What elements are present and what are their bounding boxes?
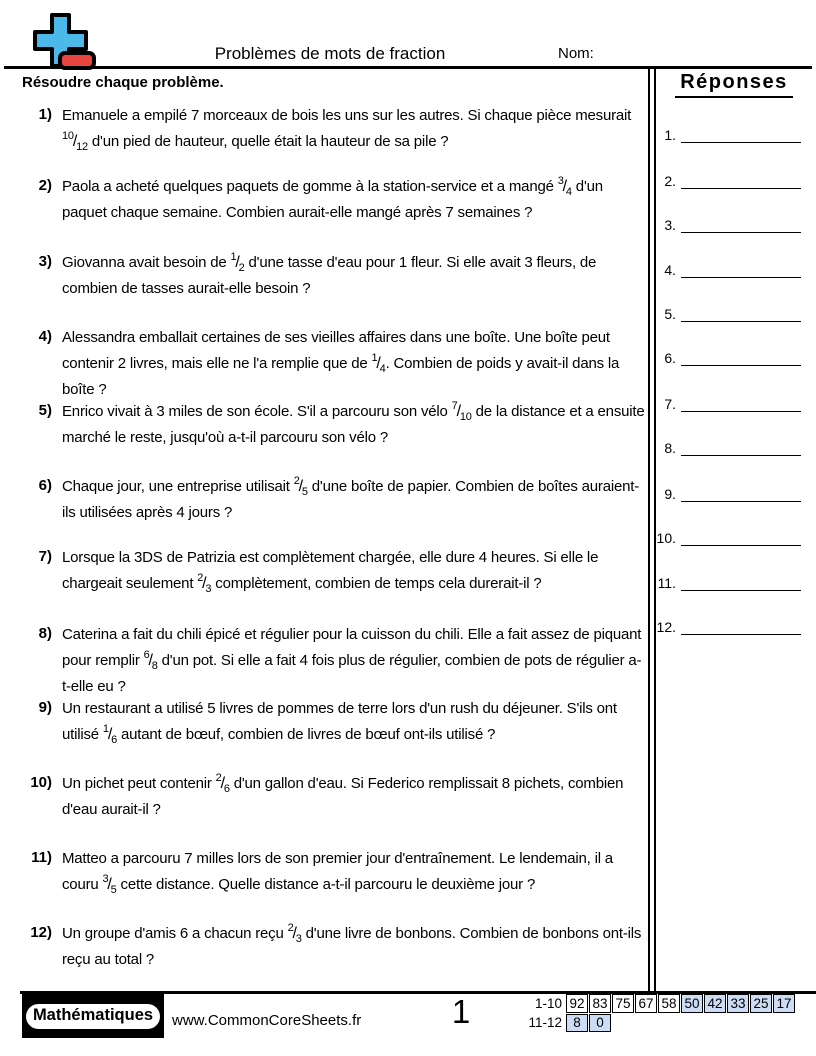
answer-number: 1. — [664, 127, 676, 143]
score-cell: 25 — [750, 994, 772, 1013]
answer-blank-11[interactable] — [681, 575, 801, 591]
fraction-numerator: 10 — [62, 130, 74, 142]
answers-title — [660, 71, 808, 98]
answer-row-7 — [654, 395, 804, 412]
fraction-slash: / — [235, 254, 240, 271]
problem-number: 9) — [38, 699, 52, 716]
answer-row-6 — [654, 349, 804, 366]
problem-text — [62, 545, 646, 597]
problem-text-pre: Chaque jour, une entreprise utilisait — [62, 478, 294, 495]
problem-text-pre: Un restaurant a utilisé 5 livres de pommes de terre lors d'un rush du déjeuner. S'ils ont utilisé — [62, 700, 617, 743]
answer-blank-1[interactable] — [681, 127, 801, 143]
answer-row-9 — [654, 485, 804, 502]
fraction-denominator: 10 — [459, 411, 472, 423]
problem-text-post: cette distance. Quelle distance a-t-il parcouru le deuxième jour ? — [116, 876, 536, 893]
fraction-denominator: 3 — [295, 933, 302, 945]
fraction-slash: / — [202, 575, 207, 592]
problem-6 — [24, 474, 646, 526]
answer-number: 4. — [664, 262, 676, 278]
answer-row-4 — [654, 261, 804, 278]
problem-number: 4) — [38, 328, 52, 345]
problem-3 — [24, 250, 646, 302]
page-number: 1 — [451, 993, 471, 1030]
problem-number: 3) — [38, 253, 52, 270]
answer-row-8 — [654, 439, 804, 456]
problem-text-post: d'un pied de hauteur, quelle était la hauteur de sa pile ? — [87, 133, 449, 150]
answer-number: 6. — [664, 350, 676, 366]
problem-5 — [24, 399, 646, 451]
score-cell: 83 — [589, 994, 611, 1013]
problem-text-pre: Giovanna avait besoin de — [62, 254, 231, 271]
fraction-numerator: 1 — [230, 251, 237, 263]
score-cell: 67 — [635, 994, 657, 1013]
problem-text-post: d'une boîte de papier. Combien de boîtes auraient-ils utilisées après 4 jours ? — [62, 478, 640, 521]
problem-number: 2) — [38, 177, 52, 194]
fraction-numerator: 3 — [102, 873, 109, 885]
problem-9 — [24, 696, 646, 748]
problem-number: 1) — [38, 106, 52, 123]
answer-number: 7. — [664, 396, 676, 412]
score-cell: 33 — [727, 994, 749, 1013]
problem-text — [62, 399, 646, 451]
answer-number: 10. — [656, 530, 676, 546]
answer-blank-2[interactable] — [681, 173, 801, 189]
answer-blank-5[interactable] — [681, 306, 801, 322]
problem-text-pre: Paola a acheté quelques paquets de gomme à la station-service et a mangé — [62, 178, 558, 195]
fraction-slash: / — [107, 876, 112, 893]
fraction — [557, 175, 572, 198]
problem-number: 10) — [30, 774, 52, 791]
answer-row-12 — [654, 618, 804, 635]
answer-blank-4[interactable] — [681, 262, 801, 278]
problem-text-pre: Lorsque la 3DS de Patrizia est complètement chargée, elle dure 4 heures. Si elle le chargeait seulement — [62, 549, 599, 592]
answer-number: 3. — [664, 217, 676, 233]
fraction-slash: / — [456, 403, 461, 420]
score-row-label: 1-10 — [534, 995, 562, 1011]
problem-text-pre: Un groupe d'amis 6 a chacun reçu — [62, 925, 288, 942]
problem-text — [62, 103, 646, 155]
problem-text-post: d'un paquet chaque semaine. Combien aurait-elle mangé après 7 semaines ? — [62, 178, 603, 221]
answer-blank-9[interactable] — [681, 486, 801, 502]
problem-text-pre: Caterina a fait du chili épicé et régulier pour la cuisson du chili. Elle a fait assez de piquant pour remplir — [62, 626, 642, 669]
problem-text-pre: Alessandra emballait certaines de ses vieilles affaires dans une boîte. Une boîte peut contenir 2 livres, mais elle ne l'a remplie que de — [62, 329, 610, 372]
fraction-denominator: 4 — [565, 186, 572, 198]
answer-blank-7[interactable] — [681, 396, 801, 412]
fraction-numerator: 3 — [557, 175, 564, 187]
fraction — [143, 649, 158, 672]
fraction-denominator: 6 — [111, 734, 118, 746]
score-row-label: 11-12 — [528, 1015, 562, 1031]
problem-text — [62, 174, 646, 226]
score-cell: 17 — [773, 994, 795, 1013]
fraction-slash: / — [107, 726, 113, 743]
answer-blank-12[interactable] — [681, 619, 801, 635]
problem-text — [62, 771, 646, 823]
score-cell: 8 — [566, 1014, 588, 1033]
problem-8 — [24, 622, 646, 700]
page-title: Problèmes de mots de fraction — [214, 44, 446, 63]
score-cell: 92 — [566, 994, 588, 1013]
fraction-denominator: 4 — [379, 363, 386, 375]
score-cell: 75 — [612, 994, 634, 1013]
answer-row-1 — [654, 126, 804, 143]
instruction-text: Résoudre chaque problème. — [22, 74, 224, 91]
fraction — [102, 873, 117, 896]
fraction — [451, 400, 472, 423]
problem-text-pre: Matteo a parcouru 7 milles lors de son premier jour d'entraînement. Le lendemain, il a couru — [62, 850, 613, 893]
problem-text-post: . Combien de poids y avait-il dans la boîte ? — [62, 355, 620, 398]
problem-12 — [24, 921, 646, 973]
problem-text-post: de la distance et a ensuite marché le reste, jusqu'où a-t-il parcouru son vélo ? — [62, 403, 645, 446]
answer-number: 5. — [664, 306, 676, 322]
problem-text — [62, 250, 646, 302]
score-cell: 42 — [704, 994, 726, 1013]
problem-text-pre: Emanuele a empilé 7 morceaux de bois les uns sur les autres. Si chaque pièce mesurait — [62, 107, 632, 124]
website-url: www.CommonCoreSheets.fr — [172, 1012, 362, 1029]
answer-row-10 — [654, 529, 804, 546]
fraction-slash: / — [376, 355, 381, 372]
score-grid — [516, 994, 796, 1033]
fraction-slash: / — [292, 925, 297, 942]
problem-number: 11) — [31, 849, 52, 866]
problem-1 — [24, 103, 646, 155]
answer-blank-10[interactable] — [681, 530, 801, 546]
fraction-denominator: 12 — [76, 141, 88, 153]
fraction-slash: / — [562, 178, 567, 195]
problem-text — [62, 474, 646, 526]
score-row-11-12 — [516, 1014, 796, 1033]
fraction-slash: / — [220, 775, 225, 792]
answer-row-3 — [654, 216, 804, 233]
answer-number: 9. — [664, 486, 676, 502]
answer-row-2 — [654, 172, 804, 189]
name-label: Nom: — [558, 45, 594, 62]
fraction-numerator: 2 — [197, 572, 204, 584]
problem-2 — [24, 174, 646, 226]
fraction — [102, 723, 118, 746]
problem-text-post: d'une tasse d'eau pour 1 fleur. Si elle avait 3 fleurs, de combien de tasses aurait-elle besoin ? — [62, 254, 597, 297]
answer-number: 8. — [664, 440, 676, 456]
problem-text-post: autant de bœuf, combien de livres de bœuf ont-ils utilisé ? — [117, 726, 496, 743]
fraction-denominator: 3 — [205, 583, 212, 595]
fraction-denominator: 5 — [301, 486, 308, 498]
problem-text-pre: Enrico vivait à 3 miles de son école. S'il a parcouru son vélo — [62, 403, 452, 420]
fraction — [287, 922, 302, 945]
fraction-numerator: 2 — [215, 772, 222, 784]
score-cell: 0 — [589, 1014, 611, 1033]
fraction-denominator: 5 — [110, 884, 117, 896]
fraction-numerator: 1 — [371, 352, 378, 364]
problem-text-pre: Un pichet peut contenir — [62, 775, 216, 792]
fraction-slash: / — [298, 478, 303, 495]
problem-text — [62, 622, 646, 700]
answer-row-5 — [654, 305, 804, 322]
header-rule — [4, 66, 812, 69]
brand-name: Mathématiques — [24, 1002, 162, 1031]
fraction-denominator: 8 — [151, 660, 158, 672]
fraction-denominator: 6 — [223, 783, 230, 795]
score-row-1-10 — [516, 994, 796, 1013]
problem-number: 5) — [38, 402, 52, 419]
problem-text — [62, 325, 646, 403]
answer-blank-8[interactable] — [681, 440, 801, 456]
problem-number: 12) — [30, 924, 52, 941]
fraction-slash: / — [148, 652, 153, 669]
problem-10 — [24, 771, 646, 823]
problem-text-post: d'un pot. Si elle a fait 4 fois plus de régulier, combien de pots de régulier a-t-elle eu ? — [62, 652, 642, 695]
fraction — [215, 772, 230, 795]
problem-7 — [24, 545, 646, 597]
problem-number: 6) — [38, 477, 52, 494]
score-cell: 50 — [681, 994, 703, 1013]
answer-blank-6[interactable] — [681, 350, 801, 366]
problem-text-post: d'une livre de bonbons. Combien de bonbons ont-ils reçu au total ? — [62, 925, 642, 968]
problem-4 — [24, 325, 646, 403]
problem-text-post: d'un gallon d'eau. Si Federico remplissait 8 pichets, combien d'eau aurait-il ? — [62, 775, 624, 818]
fraction-numerator: 7 — [451, 400, 458, 412]
problem-11 — [24, 846, 646, 898]
answer-number: 12. — [656, 619, 676, 635]
fraction-slash: / — [72, 133, 78, 150]
answer-row-11 — [654, 574, 804, 591]
fraction-numerator: 6 — [143, 649, 150, 661]
answer-number: 2. — [664, 173, 676, 189]
fraction — [293, 475, 308, 498]
brand-badge — [22, 994, 164, 1038]
score-cell: 58 — [658, 994, 680, 1013]
fraction-numerator: 2 — [293, 475, 300, 487]
fraction-numerator: 1 — [102, 723, 109, 735]
problem-number: 8) — [38, 625, 52, 642]
problem-text — [62, 696, 646, 748]
answers-title-text: Réponses — [675, 71, 793, 98]
problem-number: 7) — [38, 548, 52, 565]
fraction-denominator: 2 — [238, 262, 245, 274]
problem-text-post: complètement, combien de temps cela durerait-il ? — [211, 575, 542, 592]
fraction — [197, 572, 212, 595]
fraction — [371, 352, 386, 375]
fraction — [62, 130, 88, 153]
problem-text — [62, 921, 646, 973]
fraction-numerator: 2 — [287, 922, 294, 934]
plus-minus-logo-icon — [22, 12, 100, 72]
problem-text — [62, 846, 646, 898]
answer-blank-3[interactable] — [681, 217, 801, 233]
answer-number: 11. — [657, 575, 676, 591]
fraction — [230, 251, 245, 274]
